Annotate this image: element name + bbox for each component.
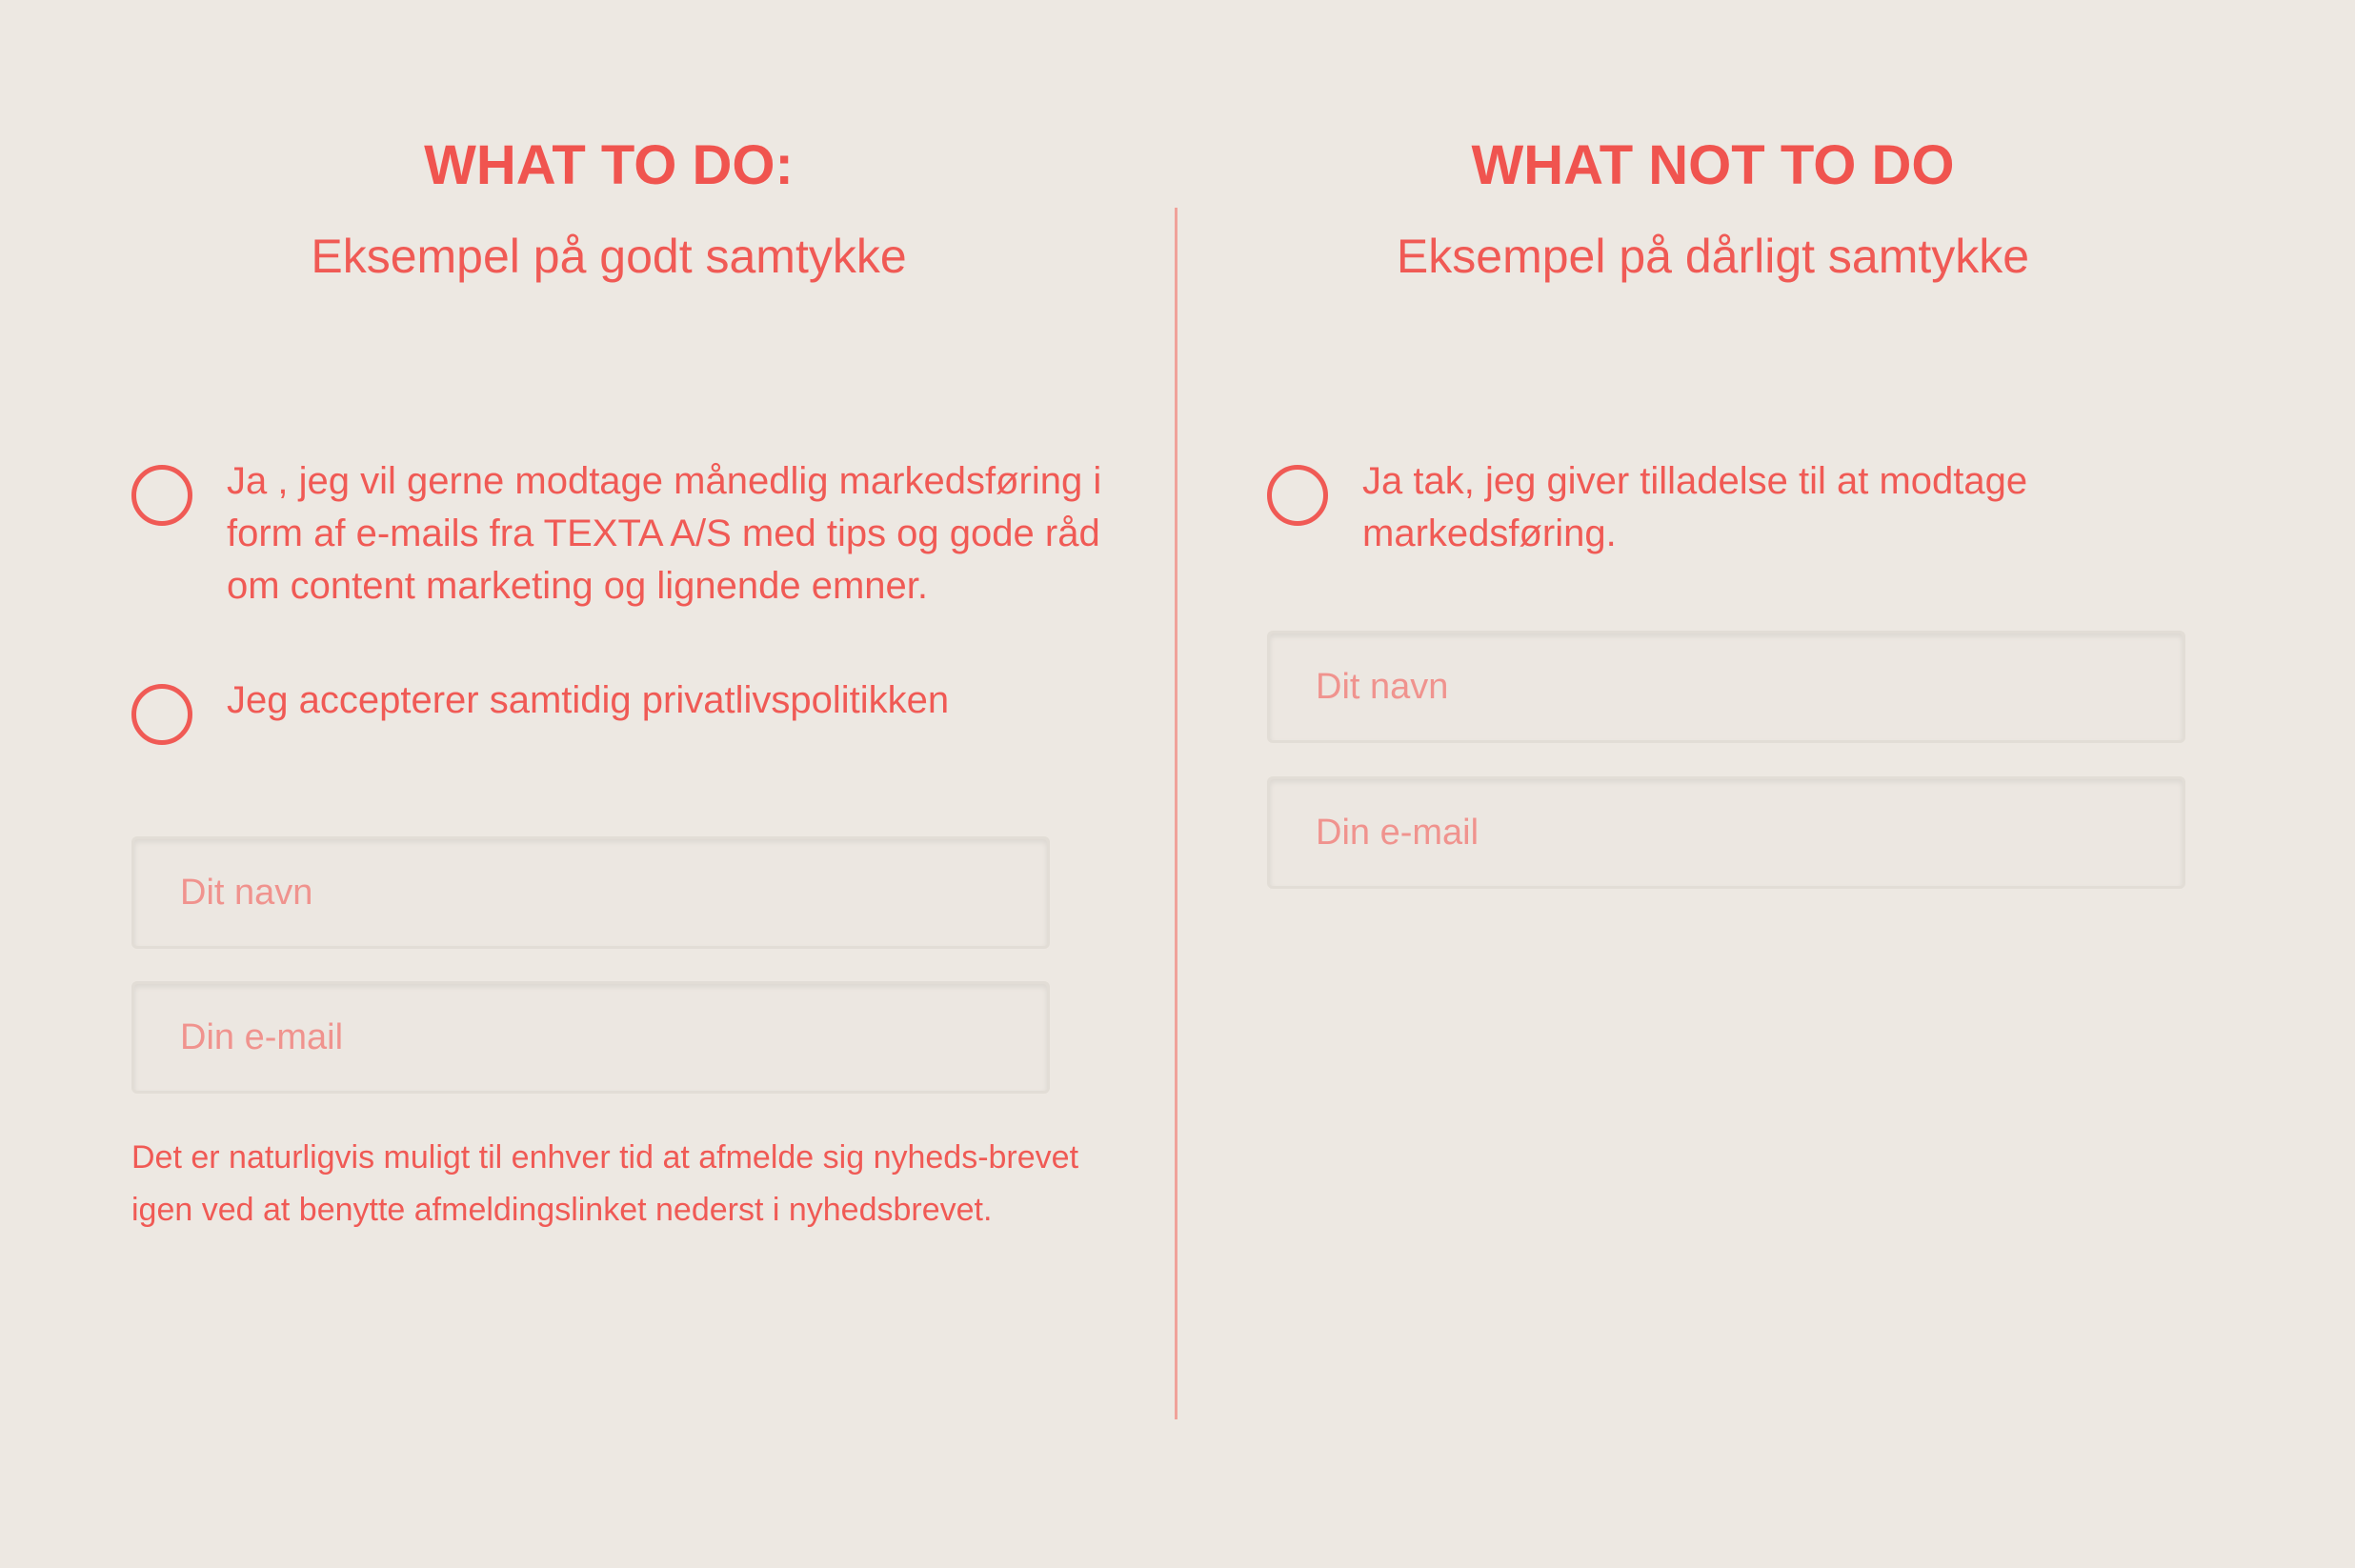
good-marketing-label: Ja , jeg vil gerne modtage månedlig markedsføring i form af e-mails fra TEXTA A/S med tips og gode råd om content marketing og lignende emner. xyxy=(227,460,1102,607)
unsubscribe-disclaimer: Det er naturligvis muligt til enhver tid at afmelde sig nyheds-brevet igen ved at benytte afmeldingslinket nederst i nyhedsbrevet. xyxy=(131,1139,1079,1228)
radio-icon[interactable] xyxy=(131,684,192,745)
bad-marketing-option[interactable] xyxy=(1267,460,2220,560)
bad-marketing-label: Ja tak, jeg giver tilladelse til at modtage markedsføring. xyxy=(1362,460,2028,554)
good-heading: WHAT TO DO: xyxy=(424,134,794,196)
good-privacy-label: Jeg accepterer samtidig privatlivspolitikken xyxy=(227,679,950,721)
radio-icon[interactable] xyxy=(1267,465,1328,526)
good-name-input[interactable] xyxy=(131,836,1050,949)
good-marketing-option[interactable] xyxy=(131,460,1141,613)
bad-subheading: Eksempel på dårligt samtykke xyxy=(1396,230,2030,283)
bad-email-input[interactable] xyxy=(1267,776,2185,889)
good-privacy-option[interactable] xyxy=(131,679,1141,745)
good-subheading: Eksempel på godt samtykke xyxy=(311,230,907,283)
column-divider xyxy=(1175,208,1178,1419)
radio-icon[interactable] xyxy=(131,465,192,526)
good-email-input[interactable] xyxy=(131,981,1050,1094)
bad-name-input[interactable] xyxy=(1267,631,2185,743)
bad-heading: WHAT NOT TO DO xyxy=(1471,134,1955,196)
